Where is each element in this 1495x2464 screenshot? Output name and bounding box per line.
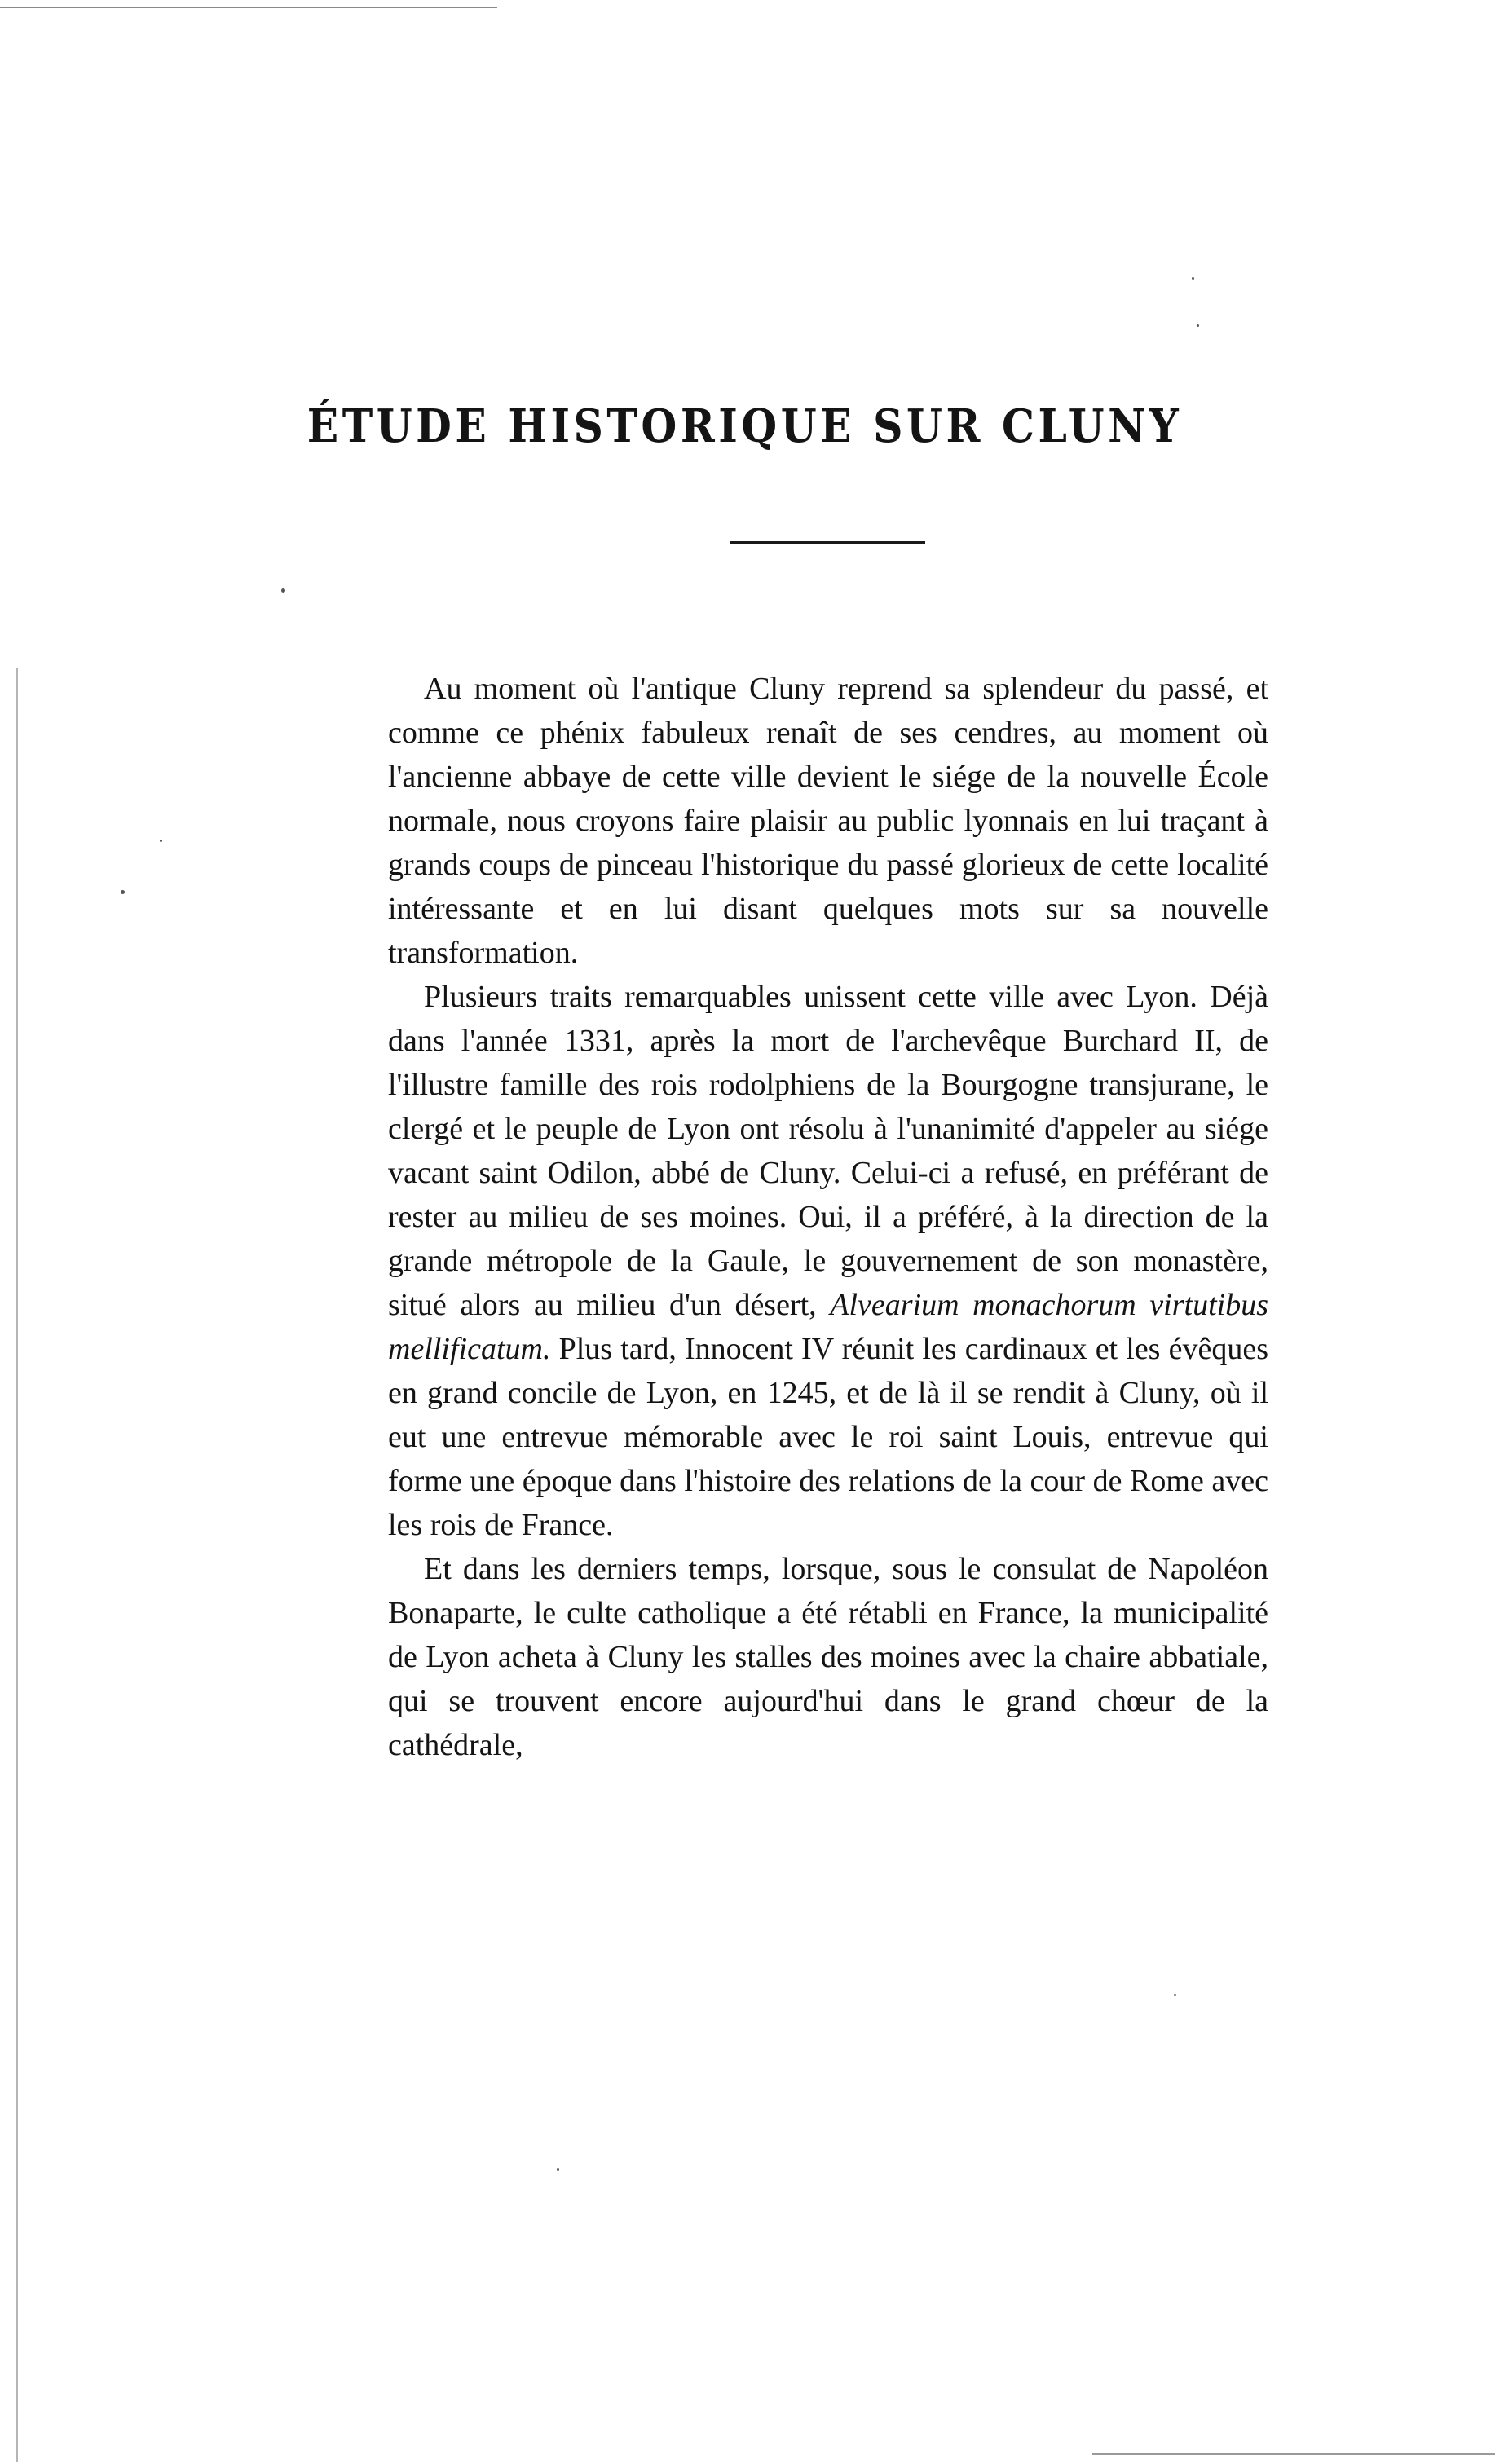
page-title: ÉTUDE HISTORIQUE SUR CLUNY: [306, 399, 1183, 453]
scan-speck: [1174, 1994, 1176, 1996]
paragraph-3: Et dans les derniers temps, lorsque, sous le consulat de Napoléon Bonaparte, le culte catholique a été rétabli en France, la municipalité de Lyon acheta à Cluny les stalles des moines avec la chaire abbatiale, qui se trouvent encore aujourd'hui dans le grand chœur de la cathédrale,: [388, 1552, 1268, 1762]
scan-speck: [557, 2168, 559, 2171]
scan-speck: [281, 588, 285, 593]
paragraph-2: [388, 975, 1268, 1547]
paragraph-2-text-after-italic: Plus tard, Innocent IV réunit les cardinaux et les évêques en grand concile de Lyon, en 1245, et de là il se rendit à Cluny, où il eut une entrevue mémorable avec le roi saint Louis, entrevue qui forme une époque dans l'histoire des relations de la cour de Rome avec les rois de France.: [388, 1332, 1268, 1542]
scan-top-edge-line: [0, 7, 497, 8]
scan-speck: [160, 840, 162, 842]
paragraph-2-latin-quote: Alvearium monachorum virtutibus mellificatum.: [388, 1288, 1268, 1366]
scan-speck: [1192, 277, 1194, 280]
paragraph-1: Au moment où l'antique Cluny reprend sa splendeur du passé, et comme ce phénix fabuleux renaît de ses cendres, au moment où l'ancienne abbaye de cette ville devient le siége de la nouvelle École normale, nous croyons faire plaisir au public lyonnais en lui traçant à grands coups de pinceau l'historique du passé glorieux de cette localité intéressante et en lui disant quelques mots sur sa nouvelle transformation.: [388, 672, 1268, 970]
scan-left-edge-line: [16, 668, 18, 2462]
body-text: [388, 667, 1268, 1767]
paragraph-2-text-before-italic: Plusieurs traits remarquables unissent cette ville avec Lyon. Déjà dans l'année 1331, après la mort de l'archevêque Burchard II, de l'illustre famille des rois rodolphiens de la Bourgogne transjurane, le clergé et le peuple de Lyon ont résolu à l'unanimité d'appeler au siége vacant saint Odilon, abbé de Cluny. Celui-ci a refusé, en préférant de rester au milieu de ses moines. Oui, il a préféré, à la direction de la grande métropole de la Gaule, le gouvernement de son monastère, situé alors au milieu d'un désert,: [388, 980, 1268, 1322]
scan-speck: [121, 890, 125, 894]
title-rule: [730, 541, 925, 544]
scan-speck: [1197, 324, 1199, 327]
scan-bottom-edge-line: [1092, 2453, 1495, 2455]
